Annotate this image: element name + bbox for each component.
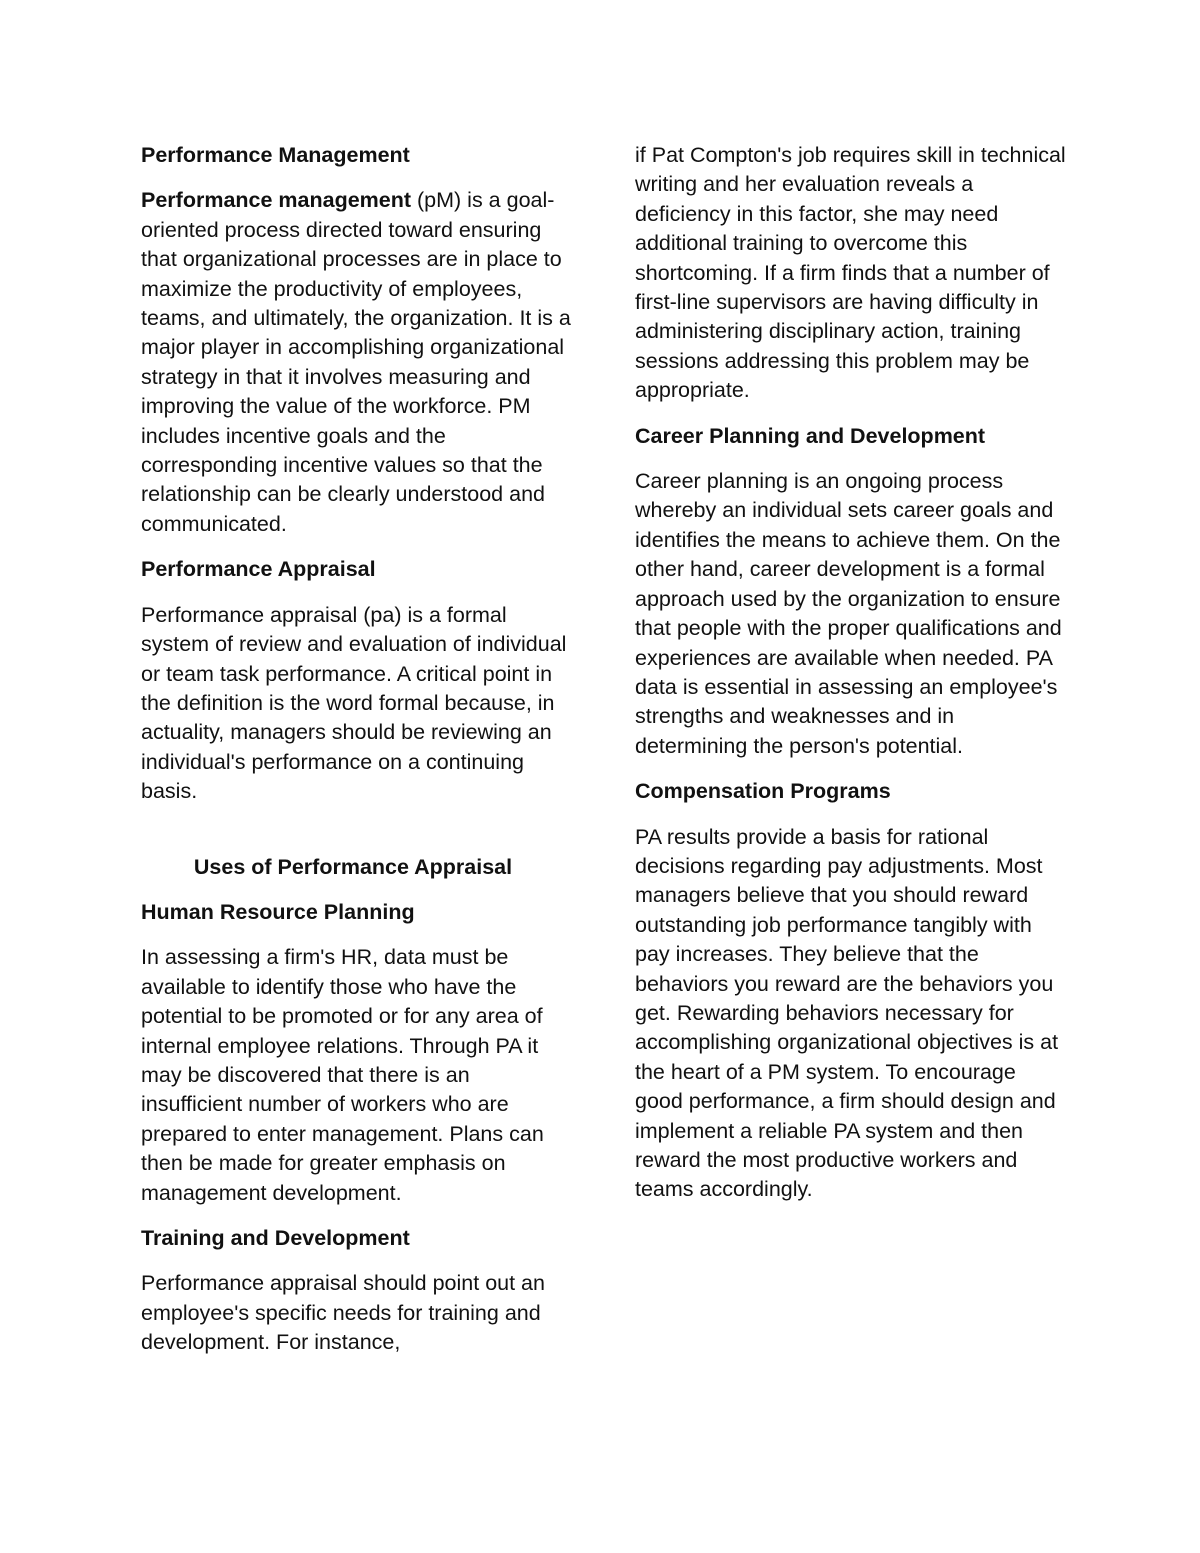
performance-management-paragraph	[141, 186, 573, 539]
training-development-continued-paragraph: if Pat Compton's job requires skill in technical writing and her evaluation reveals a deficiency in this factor, she may need additional training to overcome this shortcoming. If a firm finds that a number of first-line supervisors are having difficulty in administering disciplinary action, training sessions addressing this problem may be appropriate.	[635, 143, 1066, 403]
performance-management-term: Performance management	[141, 188, 412, 213]
right-column	[635, 141, 1067, 1221]
training-development-heading: Training and Development	[141, 1226, 410, 1250]
human-resource-planning-heading: Human Resource Planning	[141, 899, 415, 924]
performance-management-heading: Performance Management	[141, 143, 410, 167]
human-resource-planning-paragraph: In assessing a firm's HR, data must be available to identify those who have the potential to be promoted or for any area of internal employee relations. Through PA it may be discovered that there is an insufficient number of workers who are prepared to enter management. Plans can then be made for greater emphasis on management development.	[141, 945, 544, 1205]
performance-appraisal-paragraph: Performance appraisal (pa) is a formal system of review and evaluation of individual or team task performance. A critical point in the definition is the word formal because, in actuality, managers should be reviewing an individual's performance on a continuing basis.	[141, 602, 567, 804]
compensation-programs-heading: Compensation Programs	[635, 779, 891, 804]
left-column	[141, 141, 573, 1374]
uses-of-performance-appraisal-heading: Uses of Performance Appraisal	[193, 854, 513, 879]
training-development-paragraph: Performance appraisal should point out an employee's specific needs for training and development. For instance,	[141, 1271, 545, 1355]
compensation-programs-paragraph: PA results provide a basis for rational decisions regarding pay adjustments. Most managers believe that you should reward outstanding job performance tangibly with pay increases. They believe that the behaviors you reward are the behaviors you get. Rewarding behaviors necessary for accomplishing organizational objectives is at the heart of a PM system. To encourage good performance, a firm should design and implement a reliable PA system and then reward the most productive workers and teams accordingly.	[635, 824, 1059, 1202]
performance-appraisal-heading: Performance Appraisal	[141, 557, 376, 582]
career-planning-heading: Career Planning and Development	[635, 423, 986, 448]
performance-management-body: (pM) is a goal-oriented process directed toward ensuring that organizational processes are in place to maximize the productivity of employees, teams, and ultimately, the organization. It is a major player in accomplishing organizational strategy in that it involves measuring and improving the value of the workforce. PM includes incentive goals and the corresponding incentive values so that the relationship can be clearly understood and communicated.	[141, 188, 571, 536]
career-planning-paragraph: Career planning is an ongoing process whereby an individual sets career goals and identifies the means to achieve them. On the other hand, career development is a formal approach used by the organization to ensure that people with the proper qualifications and experiences are available when needed. PA data is essential in assessing an employee's strengths and weaknesses and in determining the person's potential.	[635, 469, 1062, 758]
section-spacer	[141, 823, 573, 853]
